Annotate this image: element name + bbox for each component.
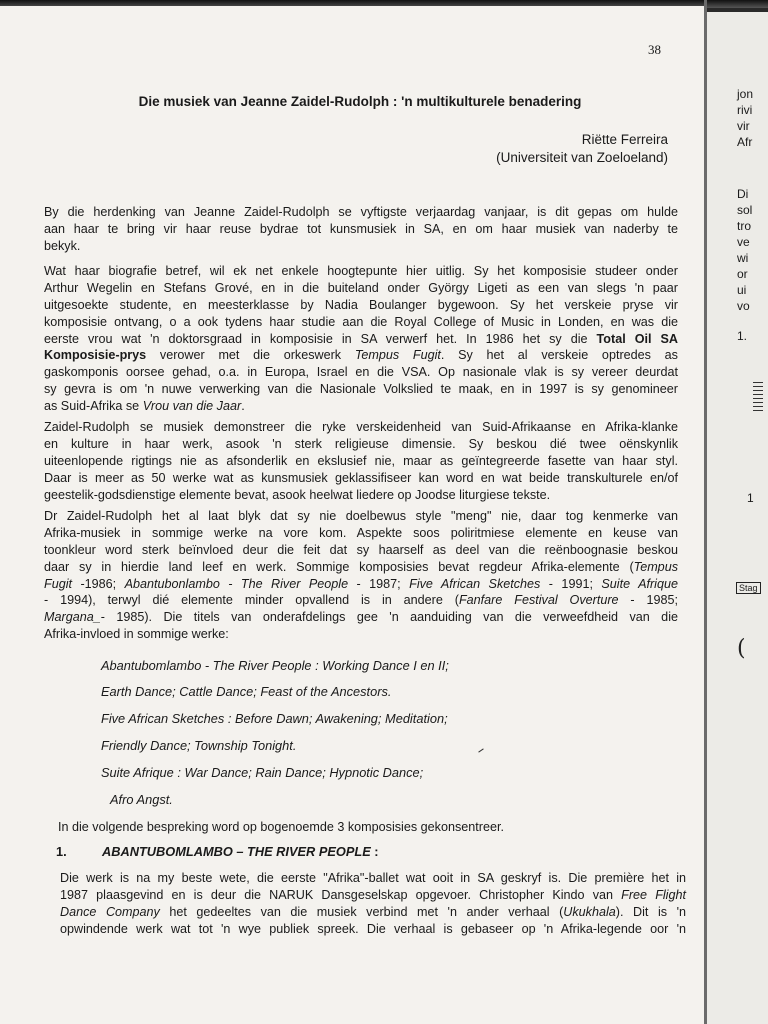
paragraph-3 <box>44 419 678 503</box>
stage-label: Stag <box>736 582 761 594</box>
paragraph-line <box>44 331 678 348</box>
paragraph-line: By die herdenking van Jeanne Zaidel-Rudolph se vyftigste verjaardag vanjaar, is dit gepas om hulde <box>44 205 678 219</box>
author-affiliation: (Universiteit van Zoeloeland) <box>496 150 668 165</box>
handwritten-mark: ( <box>737 636 746 661</box>
paragraph-line: opwindende werk wat tot 'n wye publiek spreek. Die verhaal is gebaseer op 'n Afrika-legende oor 'n <box>60 921 686 936</box>
work-title: Fugit <box>44 576 72 591</box>
paragraph-line <box>44 347 678 364</box>
text-fragment: sol <box>737 203 753 217</box>
text-fragment: jon <box>737 87 754 101</box>
paragraph-line: Zaidel-Rudolph se musiek demonstreer die ryke verskeidenheid van Suid-Afrikaanse en Afrika-klanke <box>44 420 678 434</box>
article-title: Die musiek van Jeanne Zaidel-Rudolph : 'n multikulturele benadering <box>138 94 582 109</box>
text-run: . <box>241 399 245 414</box>
paragraph-line <box>44 559 678 576</box>
paragraph-line: Dr Zaidel-Rudolph het al laat blyk dat sy nie doelbewus style "meng" nie, daar tog kenmerke van <box>44 509 678 523</box>
work-title: Five African Sketches <box>409 576 541 591</box>
text-fragment: Afr <box>737 135 753 149</box>
paragraph-line <box>44 576 678 593</box>
section-number: 1. <box>56 844 67 859</box>
story-title: Ukukhala <box>563 904 616 919</box>
paragraph-6 <box>60 870 686 938</box>
paragraph-line: en kulture in haar werk, asook 'n sterk religieuse dimensie. Sy beskou dié twee oënskynlik <box>44 436 678 451</box>
text-fragment: ve <box>737 235 750 249</box>
work-title: Tempus <box>633 559 678 574</box>
paragraph-line: toonkleur word sterk beïnvloed deur die feit dat sy haarself as deel van die reënboognasie beskou <box>44 542 678 557</box>
text-fragment: Di <box>737 187 749 201</box>
facing-page-number: 1. <box>737 329 748 343</box>
paragraph-line: uiteenlopende rigtings nie as afsonderlik en ekslusief nie, maar as geïntegreerde fasette van haar styl. <box>44 453 678 468</box>
works-item: Suite Afrique : War Dance; Rain Dance; Hypnotic Dance; <box>101 765 424 780</box>
paragraph-line: aan haar te bring vir haar reuse bydrae tot kunsmusiek in SA, en om haar musiek van naderby te <box>44 221 678 236</box>
text-run: verower met die orkeswerk <box>146 348 355 363</box>
text-run: - 1985; <box>618 593 679 608</box>
text-run: - 1987; <box>348 576 410 591</box>
text-fragment: rivi <box>737 103 753 117</box>
paragraph-line <box>44 592 678 609</box>
paragraph-line: geestelik-godsdienstige elemente bevat, asook heelwat liedere op Joodse liturgiese tekste. <box>44 487 551 502</box>
text-run: 1987 plaasgevind en is deur die NARUK Dansgeselskap opgevoer. Christopher Kindo van <box>60 887 622 902</box>
text-run: daar sy in hierdie land leef en werk. Sommige komposisies bevat regdeur Afrika-elemente ( <box>44 559 634 574</box>
work-title: Suite Afrique <box>601 576 678 591</box>
works-item: Earth Dance; Cattle Dance; Feast of the Ancestors. <box>101 684 392 699</box>
paragraph-line <box>60 887 686 904</box>
text-fragment: wi <box>737 251 749 265</box>
facing-page-text <box>737 186 752 314</box>
company-name: Dance Company <box>60 904 160 919</box>
text-run: ). Dit is 'n <box>615 904 686 919</box>
paragraph-line: Arthur Wegelin en Stefans Grové, en in die buiteland onder György Ligeti as een van slegs 'n paar <box>44 280 678 295</box>
pen-mark <box>478 748 483 752</box>
award-title: Vrou van die Jaar <box>142 399 242 414</box>
works-item: Friendly Dance; Township Tonight. <box>101 738 297 753</box>
prize-name: Komposisie-prys <box>44 348 147 363</box>
page-number: 38 <box>648 42 661 57</box>
facing-page-number: 1 <box>747 491 754 505</box>
text-run: eerste vrou wat 'n doktorsgraad in komposisie in SA verwerf het. In 1986 het sy die <box>44 331 597 346</box>
paragraph-line: komposisie ontvang, o a ook tydens haar studie aan die Royal College of Music in Londen, en was die <box>44 314 678 329</box>
author-name: Riëtte Ferreira <box>581 132 668 147</box>
paragraph-line: Daar is meer as 50 werke wat as kunsmusiek geklassifiseer kan word en wat beide transkulturele en/of <box>44 470 678 485</box>
text-fragment: tro <box>737 219 752 233</box>
works-item: Abantubomlambo - The River People : Working Dance I en II; <box>101 658 449 673</box>
section-heading <box>56 844 379 859</box>
paragraph-line <box>60 904 686 921</box>
section-title: ABANTUBOMLAMBO – THE RIVER PEOPLE <box>102 844 371 859</box>
music-staff-fragment <box>753 382 763 412</box>
prize-name: Total Oil SA <box>596 331 678 346</box>
paragraph-4 <box>44 508 678 643</box>
paragraph-5: In die volgende bespreking word op bogenoemde 3 komposisies gekonsentreer. <box>58 820 504 834</box>
paragraph-line: bekyk. <box>44 238 81 253</box>
text-fragment: vir <box>737 119 750 133</box>
text-run: -1986; <box>72 576 125 591</box>
paragraph-line: Afrika-musiek in sommige werke na vore kom. Aspekte soos poliritmiese elemente en keuse van <box>44 525 678 540</box>
text-run: - 1994), terwyl dié elemente minder opvallend is in andere ( <box>44 593 459 608</box>
paragraph-line: gaskomponis oorsee gehad, o.a. in Europa, Israel en die VSA. Op nasionale vlak is sy vereer deurdat <box>44 365 678 380</box>
paragraph-line: sy gevra is om 'n nuwe verwerking van die Nasionale Volkslied te maak, en in 1997 is sy genomineer <box>44 382 678 397</box>
work-title: Fanfare Festival Overture <box>458 593 619 608</box>
text-fragment: vo <box>737 299 750 313</box>
text-fragment: or <box>737 267 748 281</box>
text-run: het gedeeltes van die musiek verbind met 'n ander verhaal ( <box>159 904 564 919</box>
text-run: - 1985). Die titels van onderafdelings gee 'n aanduiding van die verweefdheid van die <box>100 610 678 625</box>
work-title: Abantubonlambo - The River People <box>124 576 349 591</box>
paragraph-line: uitgesoekte studente, en meesterklasse by Nadia Boulanger bygewoon. Sy het verskeie pryse vir <box>44 297 678 312</box>
author-block <box>496 131 668 167</box>
work-title: Tempus Fugit <box>354 348 441 363</box>
work-title: Margana_ <box>44 610 101 625</box>
section-colon: : <box>370 844 379 859</box>
facing-page-text <box>737 86 753 150</box>
text-fragment: ui <box>737 283 747 297</box>
paragraph-line: Afrika-invloed in sommige werke: <box>44 627 229 642</box>
text-run: - 1991; <box>540 576 602 591</box>
text-run: . Sy het al verskeie optredes as <box>440 348 678 363</box>
document-page <box>0 6 704 1024</box>
paragraph-2 <box>44 263 678 415</box>
paragraph-line: Die werk is na my beste wete, die eerste "Afrika"-ballet wat ooit in SA geskryf is. Die première het in <box>60 871 686 885</box>
paragraph-1 <box>44 204 678 255</box>
paragraph-line: Wat haar biografie betref, wil ek net enkele hoogtepunte hier uitlig. Sy het komposisie studeer onder <box>44 264 678 278</box>
text-run: as Suid-Afrika se <box>44 399 143 414</box>
paragraph-line <box>44 609 678 626</box>
company-name: Free Flight <box>621 887 686 902</box>
works-item: Afro Angst. <box>110 792 173 807</box>
paragraph-line <box>44 398 678 415</box>
works-item: Five African Sketches : Before Dawn; Awakening; Meditation; <box>101 711 448 726</box>
facing-page <box>707 12 768 1024</box>
